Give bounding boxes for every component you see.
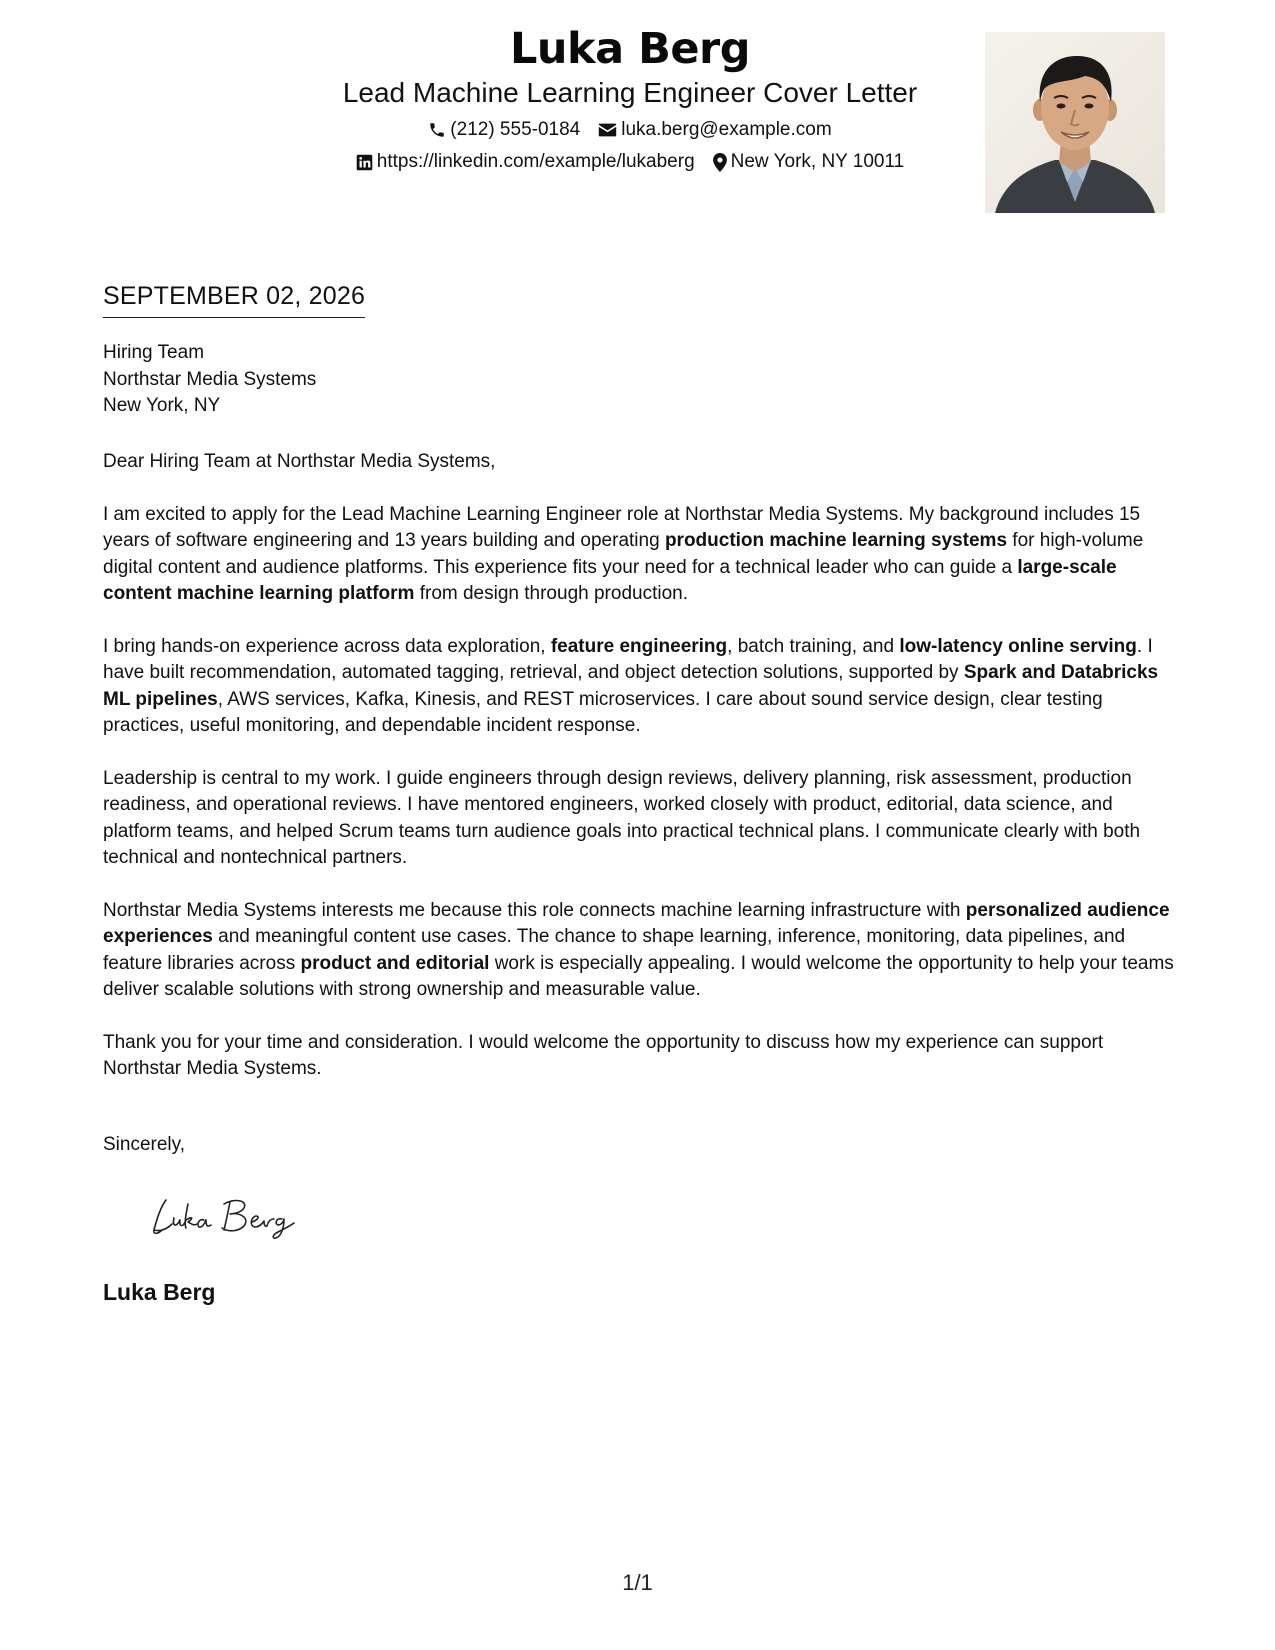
emphasis-text: product and editorial <box>300 952 490 974</box>
emphasis-text: Spark and Databricks ML pipelines <box>103 662 1159 710</box>
phone-icon <box>428 121 446 139</box>
closing: Sincerely, <box>103 1134 186 1155</box>
letter-body <box>103 449 1183 1109</box>
emphasis-text: large-scale content machine learning platform <box>103 556 1117 604</box>
body-paragraph <box>103 634 1183 740</box>
contact-row-primary <box>280 118 980 142</box>
paragraph-text: from design through production. <box>414 583 688 604</box>
recipient-address <box>103 340 316 420</box>
body-paragraph <box>103 502 1183 608</box>
applicant-name: Luka Berg <box>509 24 751 74</box>
letter-title: Lead Machine Learning Engineer Cover Letter <box>342 77 918 108</box>
body-paragraph <box>103 766 1183 872</box>
paragraph-text: Thank you for your time and consideration. I would welcome the opportunity to discuss how my experience can support Northstar Media Systems. <box>103 1031 1104 1079</box>
paragraph-text: and meaningful content use cases. The chance to shape learning, inference, monitoring, data pipelines, and feature libraries across <box>103 926 1126 974</box>
paragraph-text: I am excited to apply for the Lead Machine Learning Engineer role at Northstar Media Systems. My background includes 15 years of software engineering and 13 years building and operating <box>103 503 1141 551</box>
profile-photo <box>985 32 1165 213</box>
envelope-icon <box>598 122 617 138</box>
paragraph-text: Northstar Media Systems interests me because this role connects machine learning infrastructure with <box>103 899 966 921</box>
handwritten-signature <box>148 1190 318 1249</box>
letter-date: SEPTEMBER 02, 2026 <box>103 281 365 318</box>
emphasis-text: personalized audience experiences <box>103 899 1170 947</box>
body-paragraph <box>103 1030 1183 1083</box>
contact-email[interactable] <box>598 118 831 142</box>
paragraph-text: , batch training, and <box>727 635 900 657</box>
signer-name: Luka Berg <box>103 1279 216 1305</box>
letter-date-block <box>103 281 365 318</box>
phone-text: (212) 555-0184 <box>450 119 581 140</box>
contact-row-secondary <box>280 150 980 174</box>
emphasis-text: production machine learning systems <box>664 530 1008 551</box>
paragraph-text: Leadership is central to my work. I guide engineers through design reviews, delivery planning, risk assessment, production readiness, and operational reviews. I have mentored engineers, worked closely with product, editorial, data science, and platform teams, and helped Scrum teams turn audience goals into practical technical plans. I communicate clearly with both technical and nontechnical partners. <box>103 767 1141 868</box>
page-number: 1/1 <box>622 1570 653 1595</box>
body-paragraph <box>103 898 1183 1004</box>
linkedin-text: https://linkedin.com/example/lukaberg <box>376 151 695 172</box>
recipient-line-2: Northstar Media Systems <box>103 368 317 390</box>
contact-linkedin[interactable] <box>356 150 695 174</box>
emphasis-text: feature engineering <box>550 635 728 657</box>
letter-header <box>280 22 980 174</box>
contact-location <box>713 150 905 174</box>
email-text: luka.berg@example.com <box>621 119 832 140</box>
contact-phone[interactable] <box>428 118 580 142</box>
location-text: New York, NY 10011 <box>730 151 905 172</box>
paragraph-text: , AWS services, Kafka, Kinesis, and REST microservices. I care about sound service design, clear testing practices, useful monitoring, and dependable incident response. <box>103 688 1103 736</box>
linkedin-icon <box>356 154 373 171</box>
recipient-line-3: New York, NY <box>103 395 221 416</box>
paragraph-text: for high-volume digital content and audience platforms. This experience fits your need for a technical leader who can guide a <box>103 530 1144 578</box>
paragraph-text: . I have built recommendation, automated tagging, retrieval, and object detection solutions, supported by <box>103 635 1153 683</box>
paragraph-text: work is especially appealing. I would welcome the opportunity to help your teams deliver scalable solutions with strong ownership and measurable value. <box>103 952 1174 1000</box>
recipient-line-1: Hiring Team <box>103 342 205 363</box>
salutation: Dear Hiring Team at Northstar Media Systems, <box>103 451 496 472</box>
emphasis-text: low-latency online serving <box>899 635 1137 657</box>
paragraph-text: I bring hands-on experience across data exploration, <box>103 635 551 657</box>
map-pin-icon <box>713 153 727 172</box>
